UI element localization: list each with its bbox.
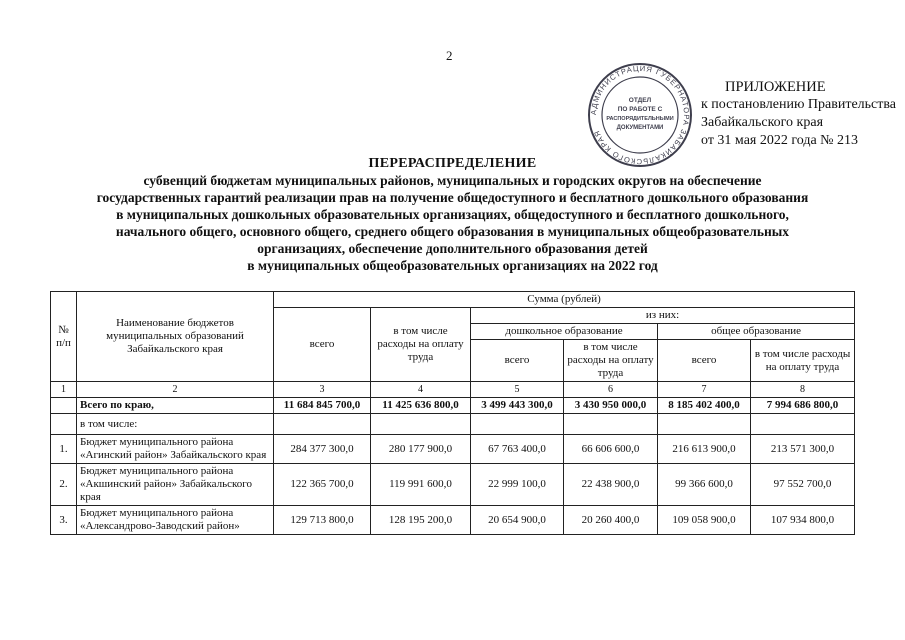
- page-number: 2: [446, 48, 453, 63]
- stamp-line-3: РАСПОРЯДИТЕЛЬНЫМИ: [606, 116, 674, 122]
- row-value: 107 934 800,0: [751, 506, 855, 535]
- title-line-2: государственных гарантий реализации прав на получение общедоступного и бесплатного дошкольного образования: [96, 190, 809, 205]
- header-general-total: всего: [658, 340, 751, 382]
- total-value: 11 425 636 800,0: [371, 398, 471, 414]
- row-value: 216 613 900,0: [658, 435, 751, 464]
- row-value: 99 366 600,0: [658, 464, 751, 506]
- col-number: 8: [751, 382, 855, 398]
- title-line-1: субвенций бюджетам муниципальных районов, муниципальных и городских округов на обеспечение: [143, 173, 762, 188]
- header-name: Наименование бюджетов муниципальных образований Забайкальского края: [77, 292, 274, 382]
- appendix-block: [665, 78, 900, 150]
- subvention-table: [50, 291, 855, 535]
- empty-cell: [274, 414, 371, 435]
- row-value: 280 177 900,0: [371, 435, 471, 464]
- header-preschool-total: всего: [471, 340, 564, 382]
- col-number: 1: [51, 382, 77, 398]
- column-number-row: [51, 382, 855, 398]
- header-total: всего: [274, 308, 371, 382]
- row-name: Бюджет муниципального района «Агинский район» Забайкальского края: [77, 435, 274, 464]
- row-value: 22 438 900,0: [564, 464, 658, 506]
- title-line-4: начального общего, основного общего, среднего общего образования в муниципальных общеобразовательных: [115, 224, 790, 239]
- col-number: 5: [471, 382, 564, 398]
- total-value: 7 994 686 800,0: [751, 398, 855, 414]
- header-general-labor: в том числе расходы на оплату труда: [751, 340, 855, 382]
- table-row: [51, 464, 855, 506]
- row-value: 122 365 700,0: [274, 464, 371, 506]
- col-number: 2: [77, 382, 274, 398]
- row-value: 109 058 900,0: [658, 506, 751, 535]
- incl-num-cell: [51, 414, 77, 435]
- empty-cell: [751, 414, 855, 435]
- stamp-line-4: ДОКУМЕНТАМИ: [616, 125, 664, 131]
- row-value: 22 999 100,0: [471, 464, 564, 506]
- total-label: Всего по краю,: [77, 398, 274, 414]
- incl-row: [51, 414, 855, 435]
- total-value: 3 430 950 000,0: [564, 398, 658, 414]
- row-value: 66 606 600,0: [564, 435, 658, 464]
- empty-cell: [471, 414, 564, 435]
- row-value: 20 260 400,0: [564, 506, 658, 535]
- table-row: [51, 435, 855, 464]
- stamp-line-1: ОТДЕЛ: [628, 97, 652, 104]
- col-number: 4: [371, 382, 471, 398]
- col-number: 7: [658, 382, 751, 398]
- row-value: 67 763 400,0: [471, 435, 564, 464]
- header-preschool: дошкольное образование: [471, 324, 658, 340]
- empty-cell: [371, 414, 471, 435]
- row-num: 1.: [51, 435, 77, 464]
- total-row: [51, 398, 855, 414]
- row-value: 97 552 700,0: [751, 464, 855, 506]
- row-value: 213 571 300,0: [751, 435, 855, 464]
- total-value: 11 684 845 700,0: [274, 398, 371, 414]
- row-name: Бюджет муниципального района «Александрово-Заводский район»: [77, 506, 274, 535]
- col-number: 6: [564, 382, 658, 398]
- empty-cell: [658, 414, 751, 435]
- stamp-line-2: ПО РАБОТЕ С: [617, 106, 663, 113]
- table-row: [51, 506, 855, 535]
- total-value: 8 185 402 400,0: [658, 398, 751, 414]
- empty-cell: [564, 414, 658, 435]
- header-sum: Сумма (рублей): [274, 292, 855, 308]
- row-value: 128 195 200,0: [371, 506, 471, 535]
- total-value: 3 499 443 300,0: [471, 398, 564, 414]
- appendix-line-2: Забайкальского края: [701, 115, 824, 130]
- row-value: 119 991 600,0: [371, 464, 471, 506]
- row-value: 284 377 300,0: [274, 435, 371, 464]
- incl-label: в том числе:: [77, 414, 274, 435]
- header-num: № п/п: [51, 292, 77, 382]
- stamp-ring-text: АДМИНИСТРАЦИЯ ГУБЕРНАТОРА ЗАБАЙКАЛЬСКОГО КРАЯ: [588, 63, 692, 167]
- header-general: общее образование: [658, 324, 855, 340]
- title-main: ПЕРЕРАСПРЕДЕЛЕНИЕ: [368, 156, 537, 171]
- row-num: 3.: [51, 506, 77, 535]
- appendix-line-3: от 31 мая 2022 года № 213: [701, 133, 859, 148]
- document-title: [0, 155, 905, 274]
- row-value: 129 713 800,0: [274, 506, 371, 535]
- header-incl-labor: в том числе расходы на оплату труда: [371, 308, 471, 382]
- appendix-line-1: к постановлению Правительства: [701, 97, 897, 112]
- title-line-3: в муниципальных дошкольных образовательных организациях, общедоступного и бесплатного дошкольного,: [116, 207, 789, 222]
- row-value: 20 654 900,0: [471, 506, 564, 535]
- row-num: 2.: [51, 464, 77, 506]
- col-number: 3: [274, 382, 371, 398]
- total-num-cell: [51, 398, 77, 414]
- appendix-title: ПРИЛОЖЕНИЕ: [725, 79, 826, 95]
- title-line-6: в муниципальных общеобразовательных организациях на 2022 год: [247, 258, 658, 273]
- header-of-them: из них:: [471, 308, 855, 324]
- row-name: Бюджет муниципального района «Акшинский район» Забайкальского края: [77, 464, 274, 506]
- header-preschool-labor: в том числе расходы на оплату труда: [564, 340, 658, 382]
- title-line-5: организациях, обеспечение дополнительного образования детей: [257, 241, 648, 256]
